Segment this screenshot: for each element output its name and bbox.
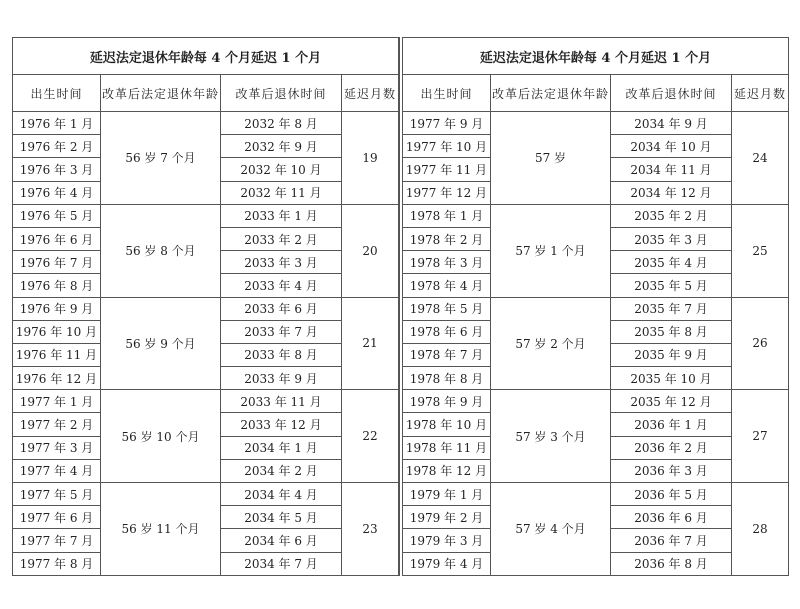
retirement-date-cell: 2034 年 5 月: [221, 506, 342, 529]
table-row: [13, 204, 399, 227]
birth-date-cell: 1978 年 12 月: [403, 459, 491, 482]
birth-date-cell: 1978 年 6 月: [403, 320, 491, 343]
birth-date-cell: 1977 年 9 月: [403, 112, 491, 135]
retirement-table-right: [402, 37, 789, 576]
retirement-date-cell: 2035 年 9 月: [611, 343, 732, 366]
birth-date-cell: 1977 年 8 月: [13, 552, 101, 575]
delay-months-cell: 19: [342, 112, 399, 205]
birth-date-cell: 1977 年 11 月: [403, 158, 491, 181]
retirement-date-cell: 2034 年 10 月: [611, 135, 732, 158]
retirement-date-cell: 2033 年 2 月: [221, 227, 342, 250]
birth-date-cell: 1977 年 6 月: [13, 506, 101, 529]
header-birth-date: 出生时间: [13, 75, 101, 112]
delay-months-cell: 22: [342, 390, 399, 483]
retirement-date-cell: 2033 年 1 月: [221, 204, 342, 227]
birth-date-cell: 1977 年 4 月: [13, 459, 101, 482]
retirement-date-cell: 2034 年 11 月: [611, 158, 732, 181]
birth-date-cell: 1978 年 2 月: [403, 227, 491, 250]
table-header-row: [13, 75, 399, 112]
retirement-date-cell: 2035 年 7 月: [611, 297, 732, 320]
retirement-date-cell: 2032 年 10 月: [221, 158, 342, 181]
table-title: 延迟法定退休年龄每 4 个月延迟 1 个月: [403, 38, 789, 75]
header-retirement-age: 改革后法定退休年龄: [491, 75, 611, 112]
birth-date-cell: 1976 年 12 月: [13, 367, 101, 390]
delay-months-cell: 24: [732, 112, 789, 205]
retirement-age-cell: 56 岁 9 个月: [101, 297, 221, 390]
birth-date-cell: 1977 年 7 月: [13, 529, 101, 552]
birth-date-cell: 1978 年 8 月: [403, 367, 491, 390]
retirement-age-cell: 57 岁: [491, 112, 611, 205]
retirement-date-cell: 2035 年 10 月: [611, 367, 732, 390]
table-row: [403, 112, 789, 135]
retirement-age-cell: 57 岁 2 个月: [491, 297, 611, 390]
retirement-date-cell: 2035 年 5 月: [611, 274, 732, 297]
table-row: [13, 112, 399, 135]
table-title-row: [13, 38, 399, 75]
table-row: [403, 483, 789, 506]
retirement-date-cell: 2034 年 1 月: [221, 436, 342, 459]
retirement-table-left: [12, 37, 399, 576]
delay-months-cell: 23: [342, 483, 399, 576]
birth-date-cell: 1977 年 1 月: [13, 390, 101, 413]
table-divider: [399, 37, 400, 576]
retirement-date-cell: 2032 年 9 月: [221, 135, 342, 158]
retirement-date-cell: 2036 年 6 月: [611, 506, 732, 529]
retirement-date-cell: 2036 年 7 月: [611, 529, 732, 552]
header-retirement-date: 改革后退休时间: [611, 75, 732, 112]
birth-date-cell: 1978 年 4 月: [403, 274, 491, 297]
retirement-date-cell: 2033 年 12 月: [221, 413, 342, 436]
retirement-date-cell: 2036 年 1 月: [611, 413, 732, 436]
delay-months-cell: 27: [732, 390, 789, 483]
birth-date-cell: 1976 年 4 月: [13, 181, 101, 204]
birth-date-cell: 1979 年 4 月: [403, 552, 491, 575]
retirement-date-cell: 2034 年 9 月: [611, 112, 732, 135]
retirement-date-cell: 2036 年 8 月: [611, 552, 732, 575]
retirement-age-cell: 57 岁 4 个月: [491, 483, 611, 576]
retirement-age-cell: 56 岁 11 个月: [101, 483, 221, 576]
birth-date-cell: 1976 年 3 月: [13, 158, 101, 181]
header-birth-date: 出生时间: [403, 75, 491, 112]
table-row: [13, 390, 399, 413]
birth-date-cell: 1976 年 11 月: [13, 343, 101, 366]
table-row: [13, 483, 399, 506]
retirement-date-cell: 2034 年 4 月: [221, 483, 342, 506]
retirement-date-cell: 2035 年 2 月: [611, 204, 732, 227]
retirement-date-cell: 2033 年 6 月: [221, 297, 342, 320]
retirement-date-cell: 2033 年 7 月: [221, 320, 342, 343]
retirement-date-cell: 2034 年 12 月: [611, 181, 732, 204]
header-retirement-date: 改革后退休时间: [221, 75, 342, 112]
birth-date-cell: 1978 年 3 月: [403, 251, 491, 274]
retirement-date-cell: 2034 年 2 月: [221, 459, 342, 482]
retirement-date-cell: 2032 年 8 月: [221, 112, 342, 135]
retirement-date-cell: 2035 年 4 月: [611, 251, 732, 274]
birth-date-cell: 1977 年 3 月: [13, 436, 101, 459]
table-row: [403, 297, 789, 320]
table-title: 延迟法定退休年龄每 4 个月延迟 1 个月: [13, 38, 399, 75]
birth-date-cell: 1977 年 12 月: [403, 181, 491, 204]
table-row: [13, 297, 399, 320]
birth-date-cell: 1976 年 6 月: [13, 227, 101, 250]
delay-months-cell: 28: [732, 483, 789, 576]
retirement-date-cell: 2036 年 5 月: [611, 483, 732, 506]
retirement-date-cell: 2035 年 8 月: [611, 320, 732, 343]
birth-date-cell: 1976 年 5 月: [13, 204, 101, 227]
table-header-row: [403, 75, 789, 112]
birth-date-cell: 1978 年 1 月: [403, 204, 491, 227]
delay-months-cell: 20: [342, 204, 399, 297]
retirement-date-cell: 2036 年 3 月: [611, 459, 732, 482]
birth-date-cell: 1978 年 5 月: [403, 297, 491, 320]
birth-date-cell: 1976 年 10 月: [13, 320, 101, 343]
retirement-age-cell: 57 岁 1 个月: [491, 204, 611, 297]
table-row: [403, 390, 789, 413]
retirement-date-cell: 2033 年 3 月: [221, 251, 342, 274]
header-delay-months: 延迟月数: [342, 75, 399, 112]
retirement-age-cell: 56 岁 7 个月: [101, 112, 221, 205]
retirement-age-cell: 56 岁 8 个月: [101, 204, 221, 297]
birth-date-cell: 1976 年 7 月: [13, 251, 101, 274]
birth-date-cell: 1979 年 1 月: [403, 483, 491, 506]
retirement-date-cell: 2035 年 3 月: [611, 227, 732, 250]
retirement-date-cell: 2033 年 9 月: [221, 367, 342, 390]
birth-date-cell: 1979 年 3 月: [403, 529, 491, 552]
retirement-date-cell: 2033 年 11 月: [221, 390, 342, 413]
birth-date-cell: 1976 年 8 月: [13, 274, 101, 297]
birth-date-cell: 1978 年 9 月: [403, 390, 491, 413]
header-delay-months: 延迟月数: [732, 75, 789, 112]
birth-date-cell: 1978 年 11 月: [403, 436, 491, 459]
retirement-tables: [12, 37, 788, 576]
retirement-date-cell: 2033 年 8 月: [221, 343, 342, 366]
delay-months-cell: 26: [732, 297, 789, 390]
retirement-date-cell: 2035 年 12 月: [611, 390, 732, 413]
retirement-age-cell: 57 岁 3 个月: [491, 390, 611, 483]
retirement-age-cell: 56 岁 10 个月: [101, 390, 221, 483]
birth-date-cell: 1977 年 10 月: [403, 135, 491, 158]
delay-months-cell: 21: [342, 297, 399, 390]
header-retirement-age: 改革后法定退休年龄: [101, 75, 221, 112]
retirement-date-cell: 2032 年 11 月: [221, 181, 342, 204]
birth-date-cell: 1979 年 2 月: [403, 506, 491, 529]
birth-date-cell: 1976 年 9 月: [13, 297, 101, 320]
table-row: [403, 204, 789, 227]
birth-date-cell: 1976 年 1 月: [13, 112, 101, 135]
table-title-row: [403, 38, 789, 75]
retirement-date-cell: 2034 年 7 月: [221, 552, 342, 575]
birth-date-cell: 1977 年 2 月: [13, 413, 101, 436]
delay-months-cell: 25: [732, 204, 789, 297]
birth-date-cell: 1977 年 5 月: [13, 483, 101, 506]
retirement-date-cell: 2033 年 4 月: [221, 274, 342, 297]
retirement-date-cell: 2034 年 6 月: [221, 529, 342, 552]
birth-date-cell: 1978 年 7 月: [403, 343, 491, 366]
birth-date-cell: 1976 年 2 月: [13, 135, 101, 158]
retirement-date-cell: 2036 年 2 月: [611, 436, 732, 459]
birth-date-cell: 1978 年 10 月: [403, 413, 491, 436]
